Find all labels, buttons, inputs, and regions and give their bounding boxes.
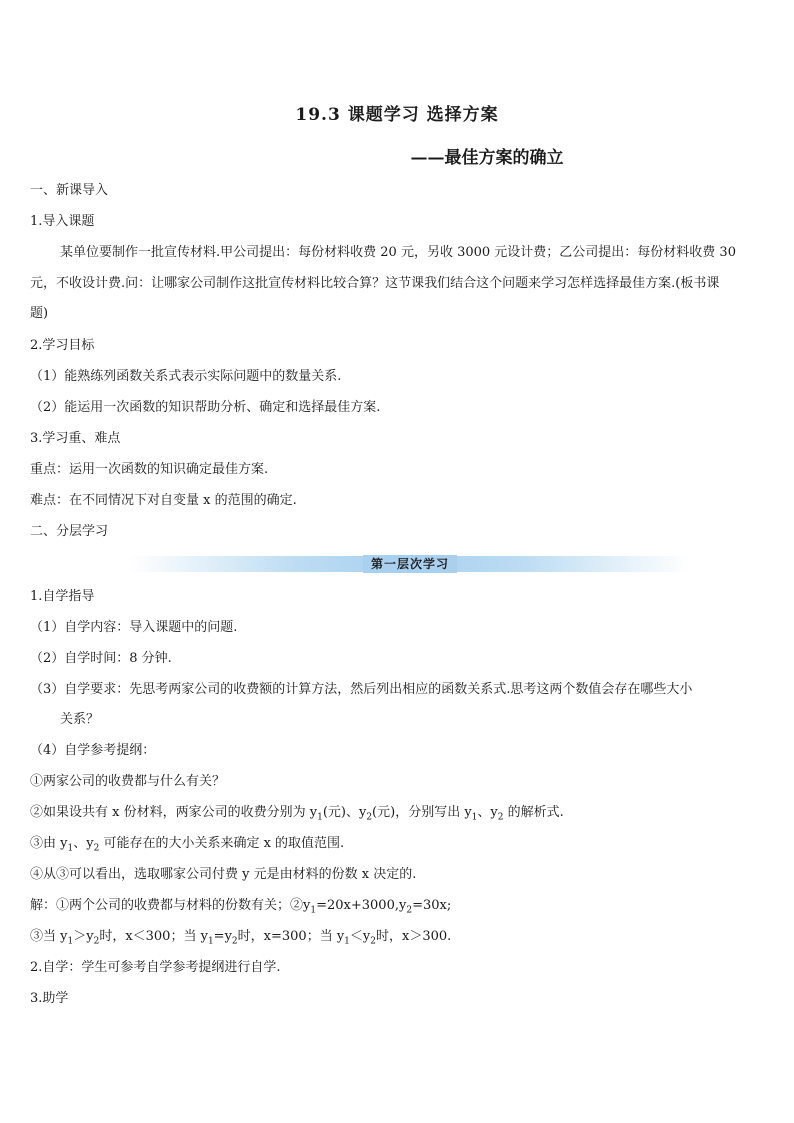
intro-paragraph-line-1: 某单位要制作一批宣传材料.甲公司提出：每份材料收费 20 元，另收 3000 元设计费；乙公司提出：每份材料收费 30 <box>60 245 736 260</box>
difficulty-point: 难点：在不同情况下对自变量 x 的范围的确定. <box>30 493 297 508</box>
outline-question-2: ②如果设共有 x 份材料，两家公司的收费分别为 $y_1$(元)、$y_2$(元)，分别写出 $y_1$、$y_2$ 的解析式. <box>30 805 564 823</box>
intro-paragraph-line-2: 元，不收设计费.问：让哪家公司制作这批宣传材料比较合算？这节课我们结合这个问题来学习怎样选择最佳方案.(板书课 <box>30 276 720 291</box>
key-point: 重点：运用一次函数的知识确定最佳方案. <box>30 462 269 477</box>
intro-paragraph-line-3: 题) <box>30 306 49 321</box>
level-banner <box>130 556 690 572</box>
goal-1: （1）能熟练列函数关系式表示实际问题中的数量关系. <box>30 369 342 384</box>
subheading-assist: 3.助学 <box>30 991 69 1006</box>
subheading-key-points: 3.学习重、难点 <box>30 431 121 446</box>
subheading-goals: 2.学习目标 <box>30 338 95 353</box>
guide-requirement-line-1: （3）自学要求：先思考两家公司的收费额的计算方法，然后列出相应的函数关系式.思考这两个数值会存在哪些大小 <box>30 682 693 697</box>
outline-question-4: ④从③可以看出，选取哪家公司付费 y 元是由材料的份数 x 决定的. <box>30 867 417 882</box>
guide-outline: （4）自学参考提纲： <box>30 743 156 758</box>
guide-content: （1）自学内容：导入课题中的问题. <box>30 620 238 635</box>
section-heading-2: 二、分层学习 <box>30 524 109 539</box>
lesson-title: 19.3 课题学习 选择方案 <box>295 105 499 125</box>
answer-line-1: 解：①两个公司的收费都与材料的份数有关；$②y_1=20x+3000,y_2=30x$; <box>30 898 452 916</box>
answer-line-2: ③当 $y_1>y_2$时，x＜300；当 $y_1=y_2$时，x=300；当 $y_1<y_2$时，x＞300. <box>30 929 452 947</box>
outline-question-1: ①两家公司的收费都与什么有关？ <box>30 774 226 789</box>
subheading-self-study-guide: 1.自学指导 <box>30 589 95 604</box>
outline-question-3: ③由 $y_1$、$y_2$ 可能存在的大小关系来确定 x 的取值范围. <box>30 836 345 854</box>
subheading-import-topic: 1.导入课题 <box>30 214 95 229</box>
self-study-instruction: 2.自学：学生可参考自学参考提纲进行自学. <box>30 960 281 975</box>
goal-2: （2）能运用一次函数的知识帮助分析、确定和选择最佳方案. <box>30 400 381 415</box>
level-banner-label: 第一层次学习 <box>363 555 457 573</box>
lesson-subtitle: ——最佳方案的确立 <box>410 148 564 168</box>
section-heading-1: 一、新课导入 <box>30 183 109 198</box>
guide-time: （2）自学时间：8 分钟. <box>30 651 172 666</box>
guide-requirement-line-2: 关系？ <box>60 712 100 727</box>
